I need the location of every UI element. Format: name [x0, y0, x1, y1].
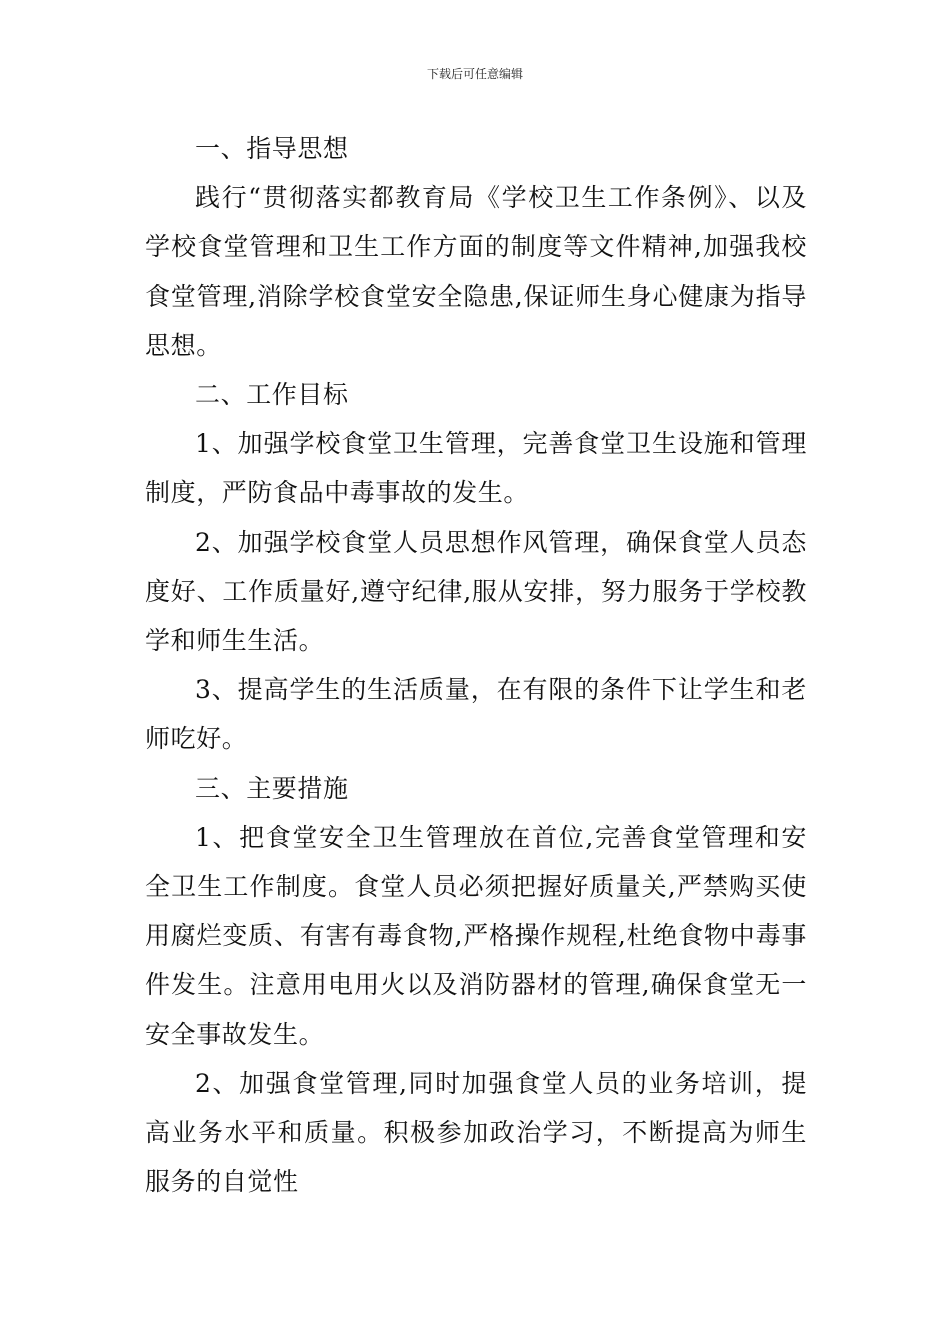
section-heading-work-goals: 二、工作目标: [195, 380, 349, 410]
section-heading-main-measures: 三、主要措施: [195, 773, 349, 803]
paragraph-goal-1: 1、加强学校食堂卫生管理，完善食堂卫生设施和管理制度，严防食品中毒事故的发生。: [145, 429, 807, 508]
section-heading-guiding-ideology: 一、指导思想: [195, 134, 349, 163]
paragraph-guiding-ideology: 践行“贯彻落实都教育局《学校卫生工作条例》、以及学校食堂管理和卫生工作方面的制度等文件精神,加强我校食堂管理,消除学校食堂安全隐患,保证师生身心健康为指导思想。: [145, 183, 807, 360]
paragraph-goal-2: 2、加强学校食堂人员思想作风管理，确保食堂人员态度好、工作质量好,遵守纪律,服从安排，努力服务于学校教学和师生生活。: [145, 527, 807, 656]
paragraph-measure-1: 1、把食堂安全卫生管理放在首位,完善食堂管理和安全卫生工作制度。食堂人员必须把握好质量关,严禁购买使用腐烂变质、有害有毒食物,严格操作规程,杜绝食物中毒事件发生。注意用电用火以及消防器材的管理,确保食堂无一安全事故发生。: [145, 822, 807, 1049]
document-body: [145, 124, 807, 1206]
paragraph-goal-3: 3、提高学生的生活质量，在有限的条件下让学生和老师吃好。: [145, 675, 807, 754]
page-header: 下载后可任意编辑: [426, 67, 523, 81]
paragraph-measure-2: 2、加强食堂管理,同时加强食堂人员的业务培训，提高业务水平和质量。积极参加政治学习，不断提高为师生服务的自觉性: [145, 1068, 807, 1197]
